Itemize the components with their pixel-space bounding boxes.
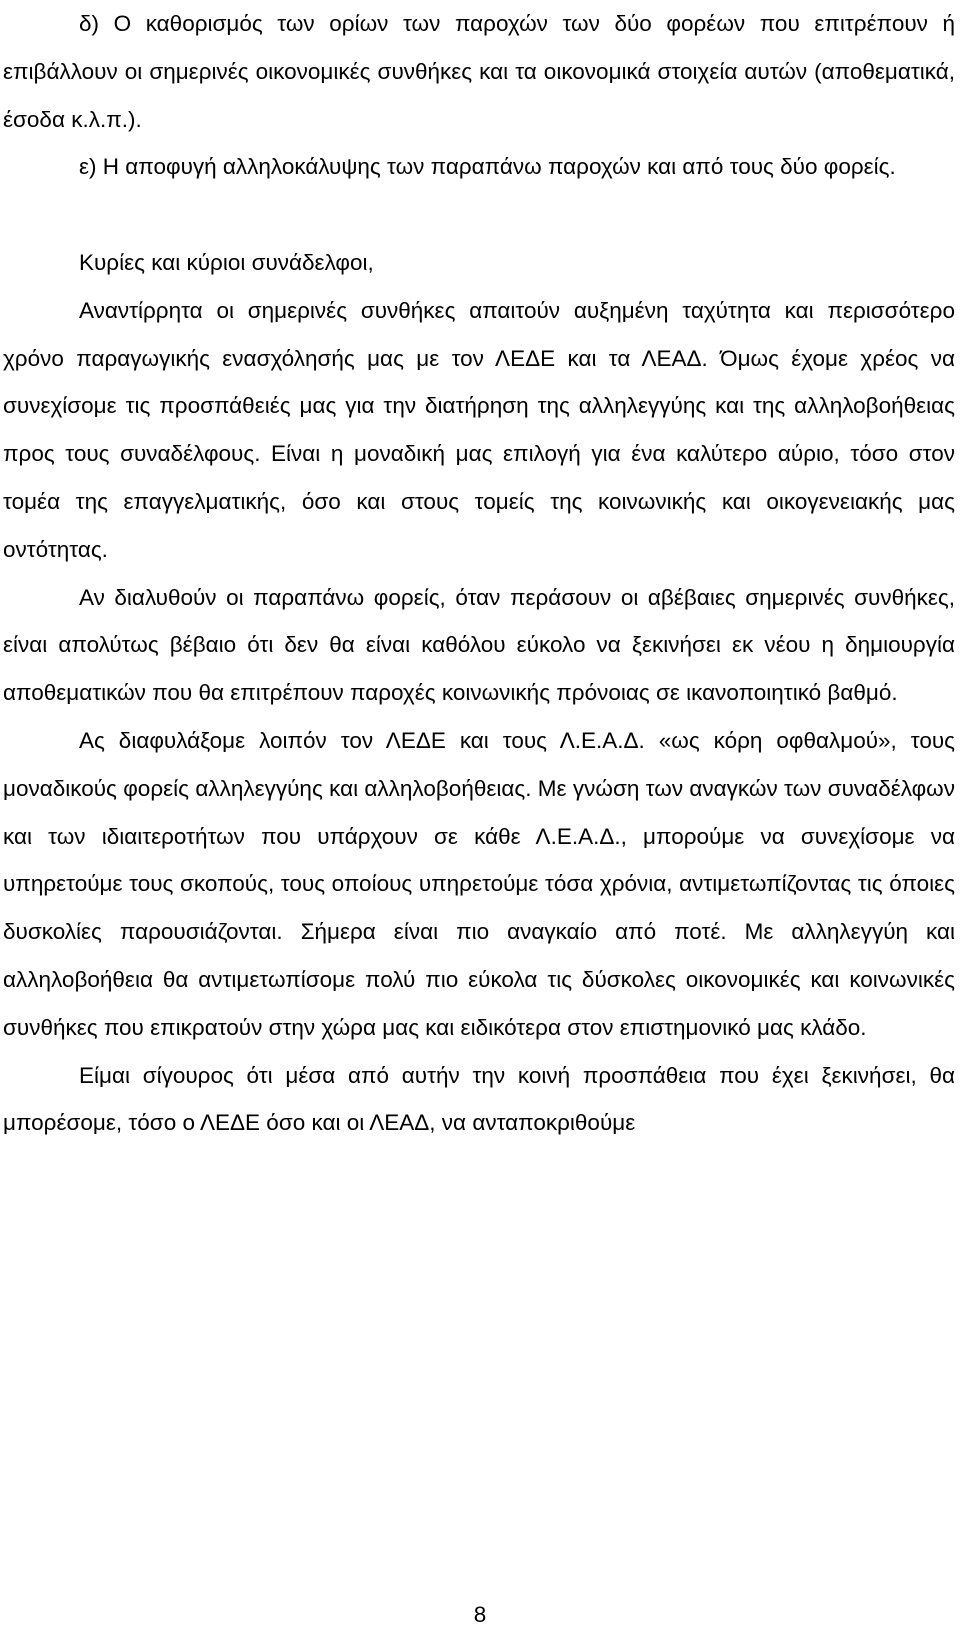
body-paragraph: Αν διαλυθούν οι παραπάνω φορείς, όταν περάσουν οι αβέβαιες σημερινές συνθήκες, είναι απολύτως βέβαιο ότι δεν θα είναι καθόλου εύκολο να ξεκινήσει εκ νέου η δημιουργία αποθεματικών που θα επιτρέπουν παροχές κοινωνικής πρόνοιας σε ικανοποιητικό βαθμό. xyxy=(3,584,955,706)
paragraph-spacer xyxy=(3,191,955,239)
salutation: Κυρίες και κύριοι συνάδελφοι, xyxy=(79,249,374,275)
list-item-e: ε) Η αποφυγή αλληλοκάλυψης των παραπάνω παροχών και από τους δύο φορείς. xyxy=(79,154,896,180)
body-paragraph: Αναντίρρητα οι σημερινές συνθήκες απαιτούν αυξημένη ταχύτητα και περισσότερο χρόνο παραγωγικής ενασχόλησής μας με τον ΛΕΔΕ και τα ΛΕΑΔ. Όμως έχομε χρέος να συνεχίσομε τις προσπάθειές μας για την διατήρηση της αλληλεγγύης και της αλληλοβοήθειας προς τους συναδέλφους. Είναι η μοναδική μας επιλογή για ένα καλύτερο αύριο, τόσο στον τομέα της επαγγελματικής, όσο και στους τομείς της κοινωνικής και οικογενειακής μας οντότητας. xyxy=(3,297,955,562)
page-number: 8 xyxy=(473,1602,487,1627)
body-paragraph: Είμαι σίγουρος ότι μέσα από αυτήν την κοινή προσπάθεια που έχει ξεκινήσει, θα μπορέσομε, τόσο ο ΛΕΔΕ όσο και οι ΛΕΑΔ, να ανταποκριθούμε xyxy=(3,1062,955,1136)
list-item-d: δ) Ο καθορισμός των ορίων των παροχών των δύο φορέων που επιτρέπουν ή επιβάλλουν οι σημερινές οικονομικές συνθήκες και τα οικονομικά στοιχεία αυτών (αποθεματικά, έσοδα κ.λ.π.). xyxy=(3,11,955,132)
body-paragraph: Ας διαφυλάξομε λοιπόν τον ΛΕΔΕ και τους Λ.Ε.Α.Δ. «ως κόρη οφθαλμού», τους μοναδικούς φορείς αλληλεγγύης και αλληλοβοήθειας. Με γνώση των αναγκών των συναδέλφων και των ιδιαιτεροτήτων που υπάρχουν σε κάθε Λ.Ε.Α.Δ., μπορούμε να συνεχίσομε να υπηρετούμε τους σκοπούς, τους οποίους υπηρετούμε τόσα χρόνια, αντιμετωπίζοντας τις όποιες δυσκολίες παρουσιάζονται. Σήμερα είναι πιο αναγκαίο από ποτέ. Με αλληλεγγύη και αλληλοβοήθεια θα αντιμετωπίσομε πολύ πιο εύκολα τις δύσκολες οικονομικές και κοινωνικές συνθήκες που επικρατούν στην χώρα μας και ειδικότερα στον επιστημονικό μας κλάδο. xyxy=(3,727,955,1040)
document-page xyxy=(3,0,955,1147)
